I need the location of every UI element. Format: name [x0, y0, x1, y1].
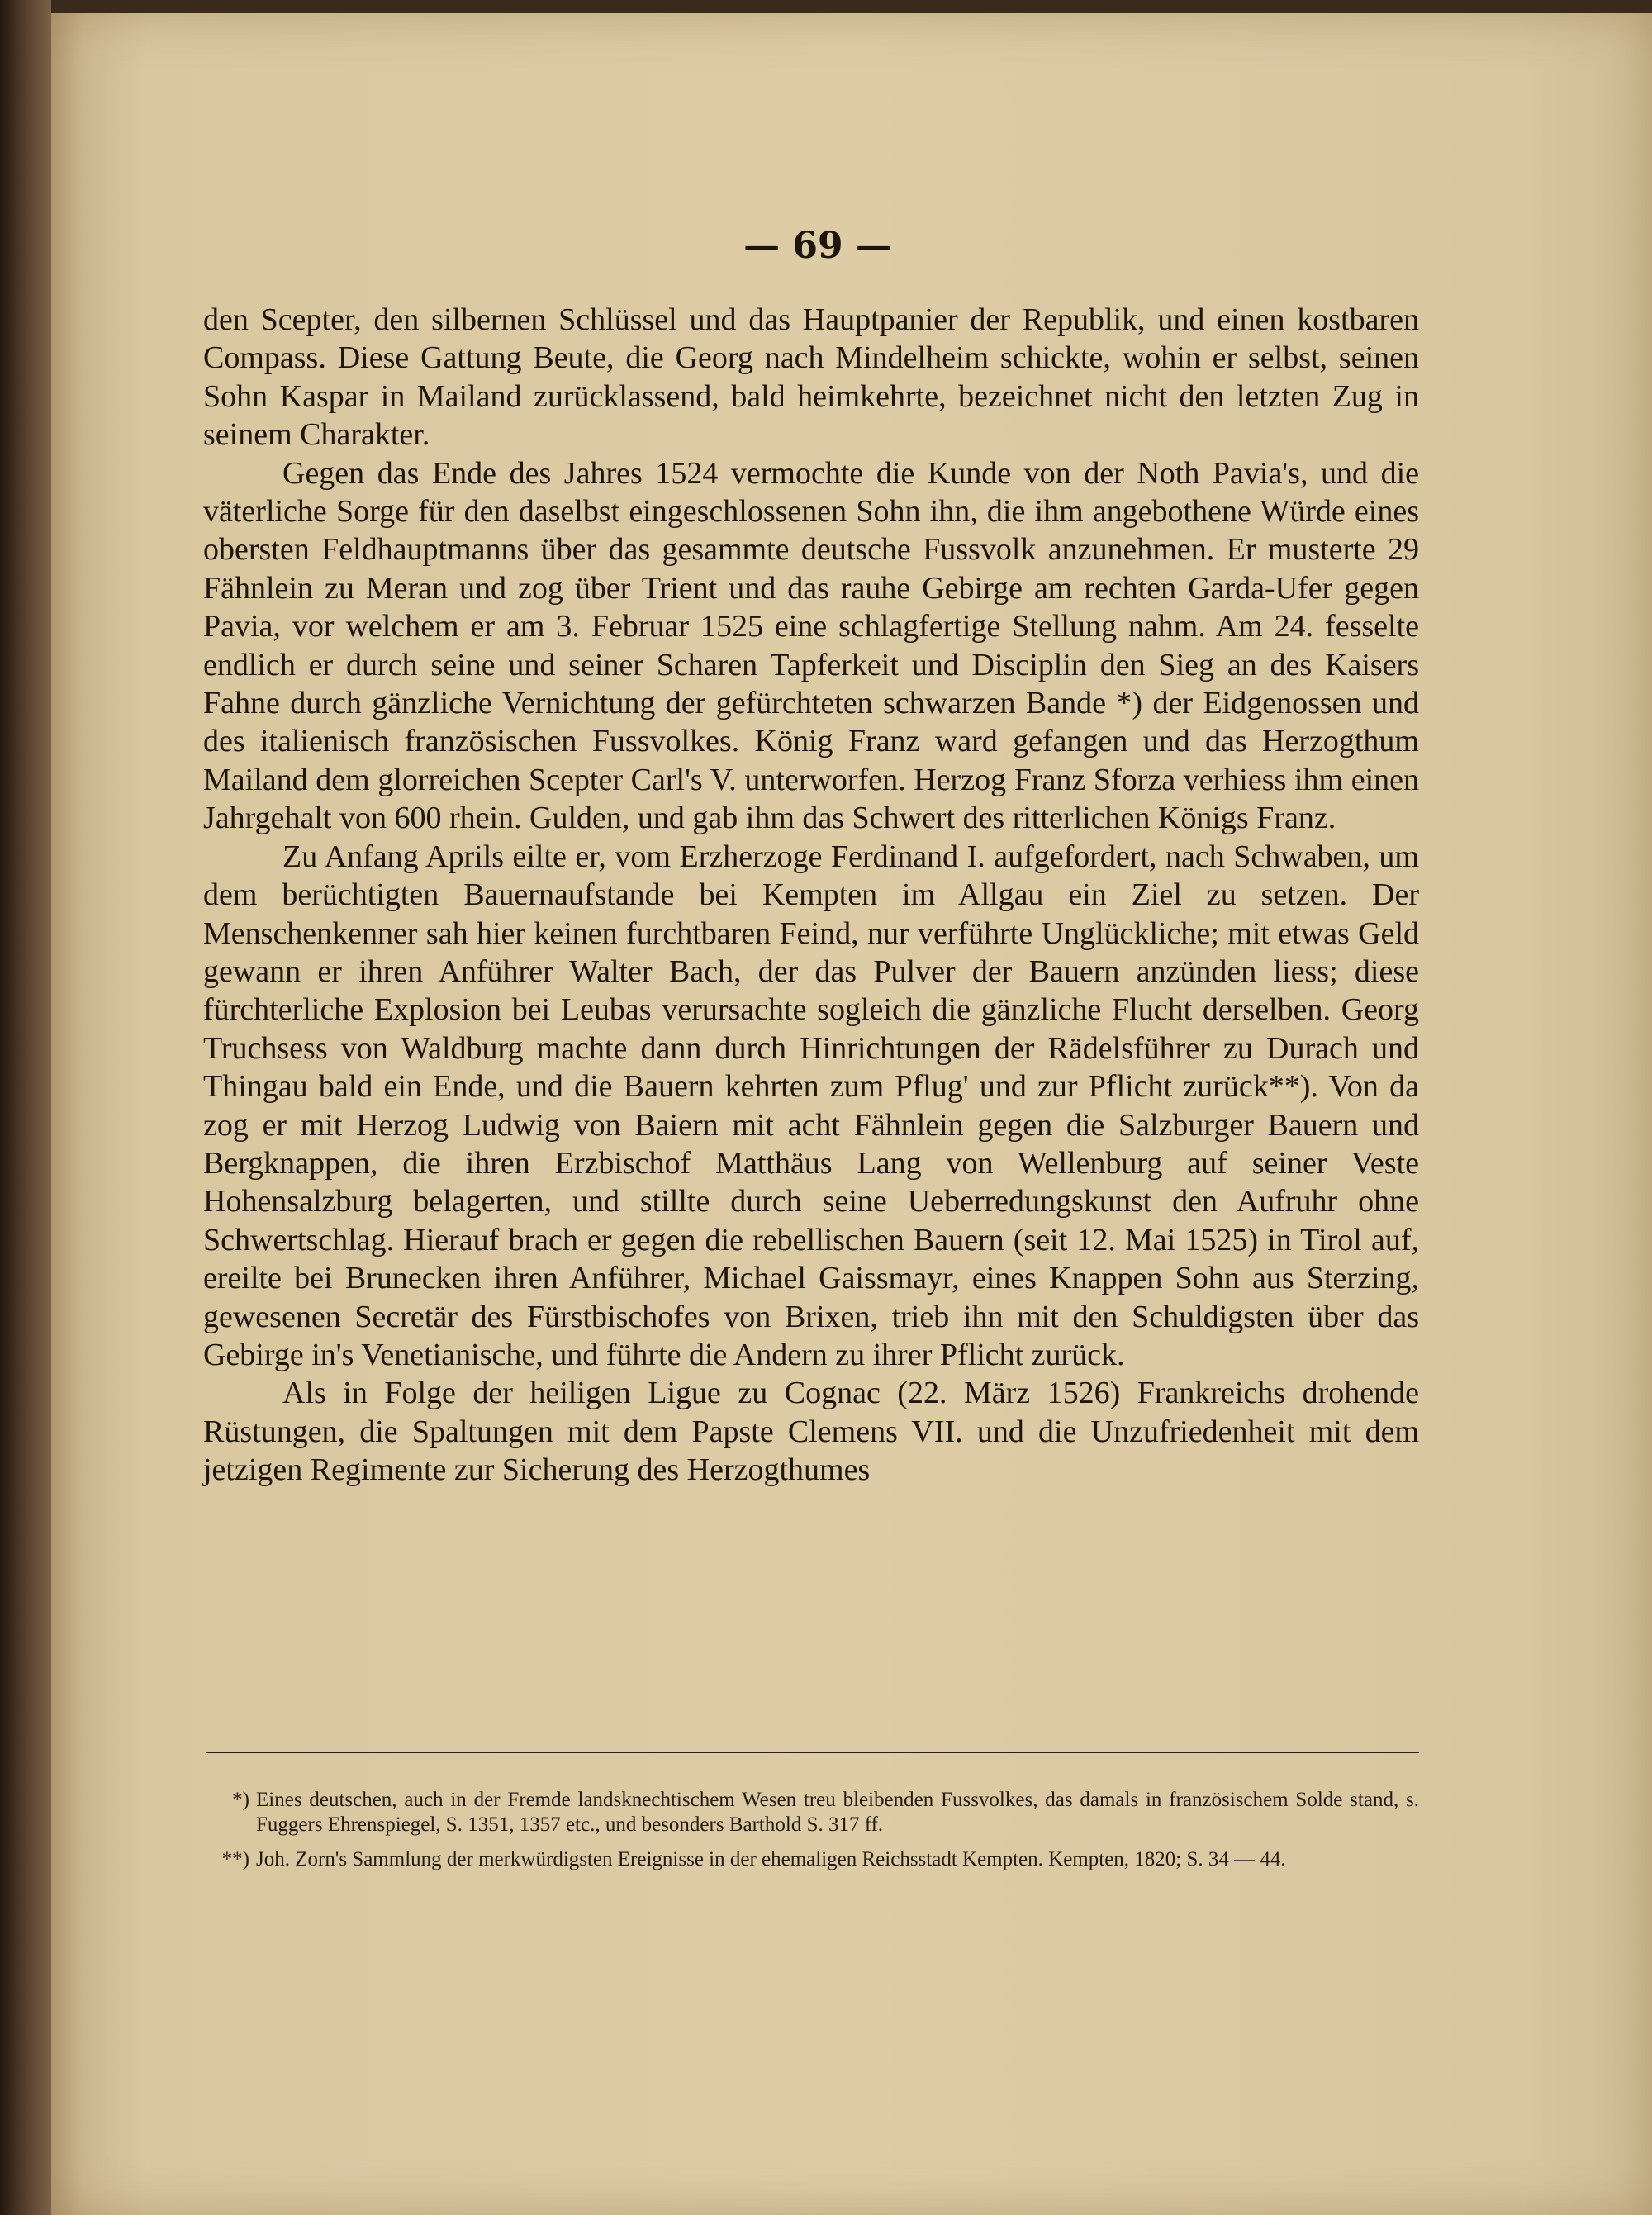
footnote-2	[206, 1847, 1419, 1872]
footnote-divider	[206, 1752, 1419, 1753]
book-binding-edge	[0, 0, 51, 2215]
paragraph-4: Als in Folge der heiligen Ligue zu Cognac (22. März 1526) Frankreichs drohende Rüstungen, die Spaltungen mit dem Papste Clemens VII. und die Unzufriedenheit mit dem jetzigen Regimente zur Sicherung des Herzogthumes	[203, 1376, 1419, 1488]
footnote-text: Joh. Zorn's Sammlung der merkwürdigsten Ereignisse in der ehemaligen Reichsstadt Kempten. Kempten, 1820; S. 34 — 44.	[256, 1848, 1286, 1870]
footnotes	[206, 1788, 1419, 1882]
page-number: — 69 —	[743, 225, 892, 267]
paragraph-3: Zu Anfang Aprils eilte er, vom Erzherzoge Ferdinand I. aufgefordert, nach Schwaben, um dem berüchtigten Bauernaufstande bei Kempten im Allgau ein Ziel zu setzen. Der Menschenkenner sah hier keinen furchtbaren Feind, nur verführte Unglückliche; mit etwas Geld gewann er ihren Anführer Walter Bach, der das Pulver der Bauern anzünden liess; diese fürchterliche Explosion bei Leubas verursachte sogleich die gänzliche Flucht derselben. Georg Truchsess von Waldburg machte dann durch Hinrichtungen der Rädelsführer zu Durach und Thingau bald ein Ende, und die Bauern kehrten zum Pflug' und zur Pflicht zurück**). Von da zog er mit Herzog Ludwig von Baiern mit acht Fähnlein gegen die Salzburger Bauern und Bergknappen, die ihren Erzbischof Matthäus Lang von Wellenburg auf seiner Veste Hohensalzburg belagerten, und stillte durch seine Ueberredungskunst den Aufruhr ohne Schwertschlag. Hierauf brach er gegen die rebellischen Bauern (seit 12. Mai 1525) in Tirol auf, ereilte bei Brunecken ihren Anführer, Michael Gaissmayr, eines Knappen Sohn aus Sterzing, gewesenen Secretär des Fürstbischofes von Brixen, trieb ihn mit den Schuldigsten über das Gebirge in's Venetianische, und führte die Andern zu ihrer Pflicht zurück.	[203, 839, 1419, 1372]
footnote-mark: **)	[221, 1848, 249, 1870]
footnote-mark: *)	[232, 1789, 249, 1811]
paragraph-1: den Scepter, den silbernen Schlüssel und das Hauptpanier der Republik, und einen kostbaren Compass. Diese Gattung Beute, die Georg nach Mindelheim schickte, wohin er selbst, seinen Sohn Kaspar in Mailand zurücklassend, bald heimkehrte, bezeichnet nicht den letzten Zug in seinem Charakter.	[203, 302, 1419, 453]
footnote-text: Eines deutschen, auch in der Fremde landsknechtischem Wesen treu bleibenden Fussvolkes, das damals in französischem Solde stand, s. Fuggers Ehrenspiegel, S. 1351, 1357 etc., und besonders Barthold S. 317 ff.	[256, 1789, 1419, 1836]
footnote-1	[206, 1788, 1419, 1837]
body-text	[203, 301, 1419, 1490]
paragraph-2: Gegen das Ende des Jahres 1524 vermochte die Kunde von der Noth Pavia's, und die väterliche Sorge für den daselbst eingeschlossenen Sohn ihn, die ihm angebothene Würde eines obersten Feldhauptmanns über das gesammte deutsche Fussvolk anzunehmen. Er musterte 29 Fähnlein zu Meran und zog über Trient und das rauhe Gebirge am rechten Garda-Ufer gegen Pavia, vor welchem er am 3. Februar 1525 eine schlagfertige Stellung nahm. Am 24. fesselte endlich er durch seine und seiner Scharen Tapferkeit und Disciplin den Sieg an des Kaisers Fahne durch gänzliche Vernichtung der gefürchteten schwarzen Bande *) der Eidgenossen und des italienisch französischen Fussvolkes. König Franz ward gefangen und das Herzogthum Mailand dem glorreichen Scepter Carl's V. unterworfen. Herzog Franz Sforza verhiess ihm einen Jahrgehalt von 600 rhein. Gulden, und gab ihm das Schwert des ritterlichen Königs Franz.	[203, 455, 1419, 836]
